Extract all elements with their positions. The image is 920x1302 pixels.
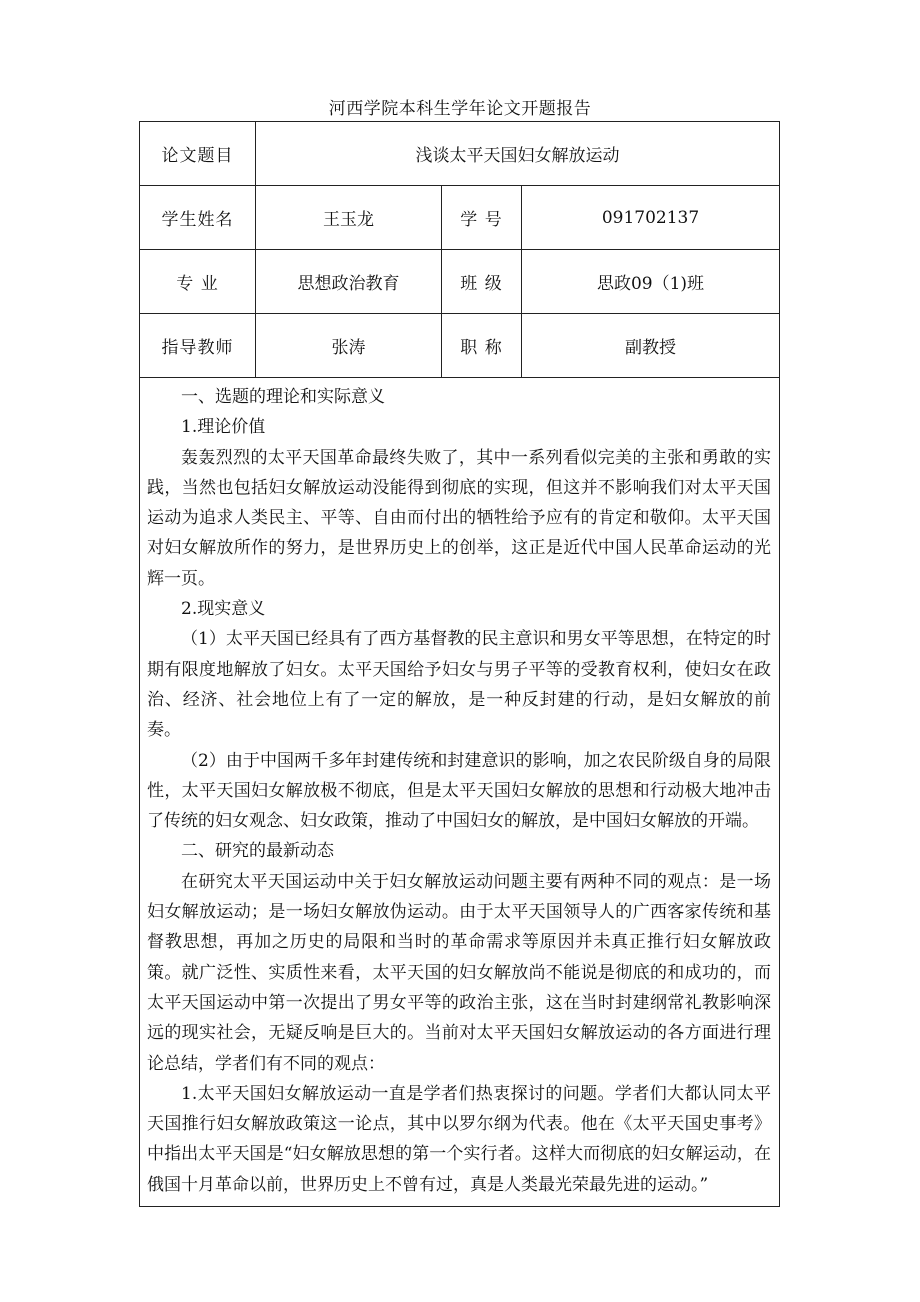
row-topic bbox=[140, 122, 780, 186]
name-value: 王玉龙 bbox=[256, 186, 442, 250]
report-table bbox=[139, 121, 780, 1207]
rank-value: 副教授 bbox=[522, 314, 780, 378]
class-value: 思政09（1)班 bbox=[522, 250, 780, 314]
topic-value: 浅谈太平天国妇女解放运动 bbox=[256, 122, 780, 186]
advisor-label: 指导教师 bbox=[140, 314, 256, 378]
section-heading-latest-research: 二、研究的最新动态 bbox=[181, 841, 334, 862]
section-heading-significance: 一、选题的理论和实际意义 bbox=[181, 387, 385, 407]
row-major bbox=[140, 250, 780, 314]
major-label: 专 业 bbox=[140, 250, 256, 314]
advisor-value: 张涛 bbox=[256, 314, 442, 378]
paragraph-theoretical-value: 轰轰烈烈的太平天国革命最终失败了，其中一系列看似完美的主张和勇敢的实践，当然也包括妇女解放运动没能得到彻底的实现，但这并不影响我们对太平天国运动为追求人类民主、平等、自由而付出的牺牲给予应有的肯定和敬仰。太平天国对妇女解放所作的努力，是世界历史上的创举，这正是近代中国人民革命运动的光辉一页。 bbox=[147, 447, 772, 589]
report-content bbox=[147, 382, 771, 1200]
class-label: 班 级 bbox=[442, 250, 522, 314]
paragraph-practical-1: （1）太平天国已经具有了西方基督教的民主意识和男女平等思想，在特定的时期有限度地解放了妇女。太平天国给予妇女与男子平等的受教育权利，使妇女在政治、经济、社会地位上有了一定的解放，是一种反封建的行动，是妇女解放的前奏。 bbox=[147, 629, 772, 741]
subheading-theoretical-value: 1.理论价值 bbox=[181, 417, 266, 438]
row-student bbox=[140, 186, 780, 250]
content-cell bbox=[140, 378, 780, 1207]
document-title: 河西学院本科生学年论文开题报告 bbox=[328, 99, 592, 119]
subheading-practical-significance: 2.现实意义 bbox=[181, 599, 266, 620]
row-content bbox=[140, 378, 780, 1207]
paragraph-research-view-1: 1.太平天国妇女解放运动一直是学者们热衷探讨的问题。学者们大都认同太平天国推行妇女解放政策这一论点，其中以罗尔纲为代表。他在《太平天国史事考》中指出太平天国是“妇女解放思想的第一个实行者。这样大而彻底的妇女解运动，在俄国十月革命以前，世界历史上不曾有过，真是人类最光荣最先进的运动。” bbox=[147, 1083, 772, 1195]
topic-label: 论文题目 bbox=[140, 122, 256, 186]
name-label: 学生姓名 bbox=[140, 186, 256, 250]
row-advisor bbox=[140, 314, 780, 378]
major-value: 思想政治教育 bbox=[256, 250, 442, 314]
rank-label: 职 称 bbox=[442, 314, 522, 378]
paragraph-practical-2: （2）由于中国两千多年封建传统和封建意识的影响，加之农民阶级自身的局限性，太平天国妇女解放极不彻底，但是太平天国妇女解放的思想和行动极大地冲击了传统的妇女观念、妇女政策，推动了中国妇女的解放，是中国妇女解放的开端。 bbox=[147, 750, 772, 832]
id-value: 091702137 bbox=[522, 186, 780, 250]
paragraph-research-overview: 在研究太平天国运动中关于妇女解放运动问题主要有两种不同的观点：是一场妇女解放运动；是一场妇女解放伪运动。由于太平天国领导人的广西客家传统和基督教思想，再加之历史的局限和当时的革命需求等原因并未真正推行妇女解放政策。就广泛性、实质性来看，太平天国的妇女解放尚不能说是彻底的和成功的，而太平天国运动中第一次提出了男女平等的政治主张，这在当时封建纲常礼教影响深远的现实社会，无疑反响是巨大的。当前对太平天国妇女解放运动的各方面进行理论总结，学者们有不同的观点： bbox=[147, 871, 772, 1074]
id-label: 学 号 bbox=[442, 186, 522, 250]
